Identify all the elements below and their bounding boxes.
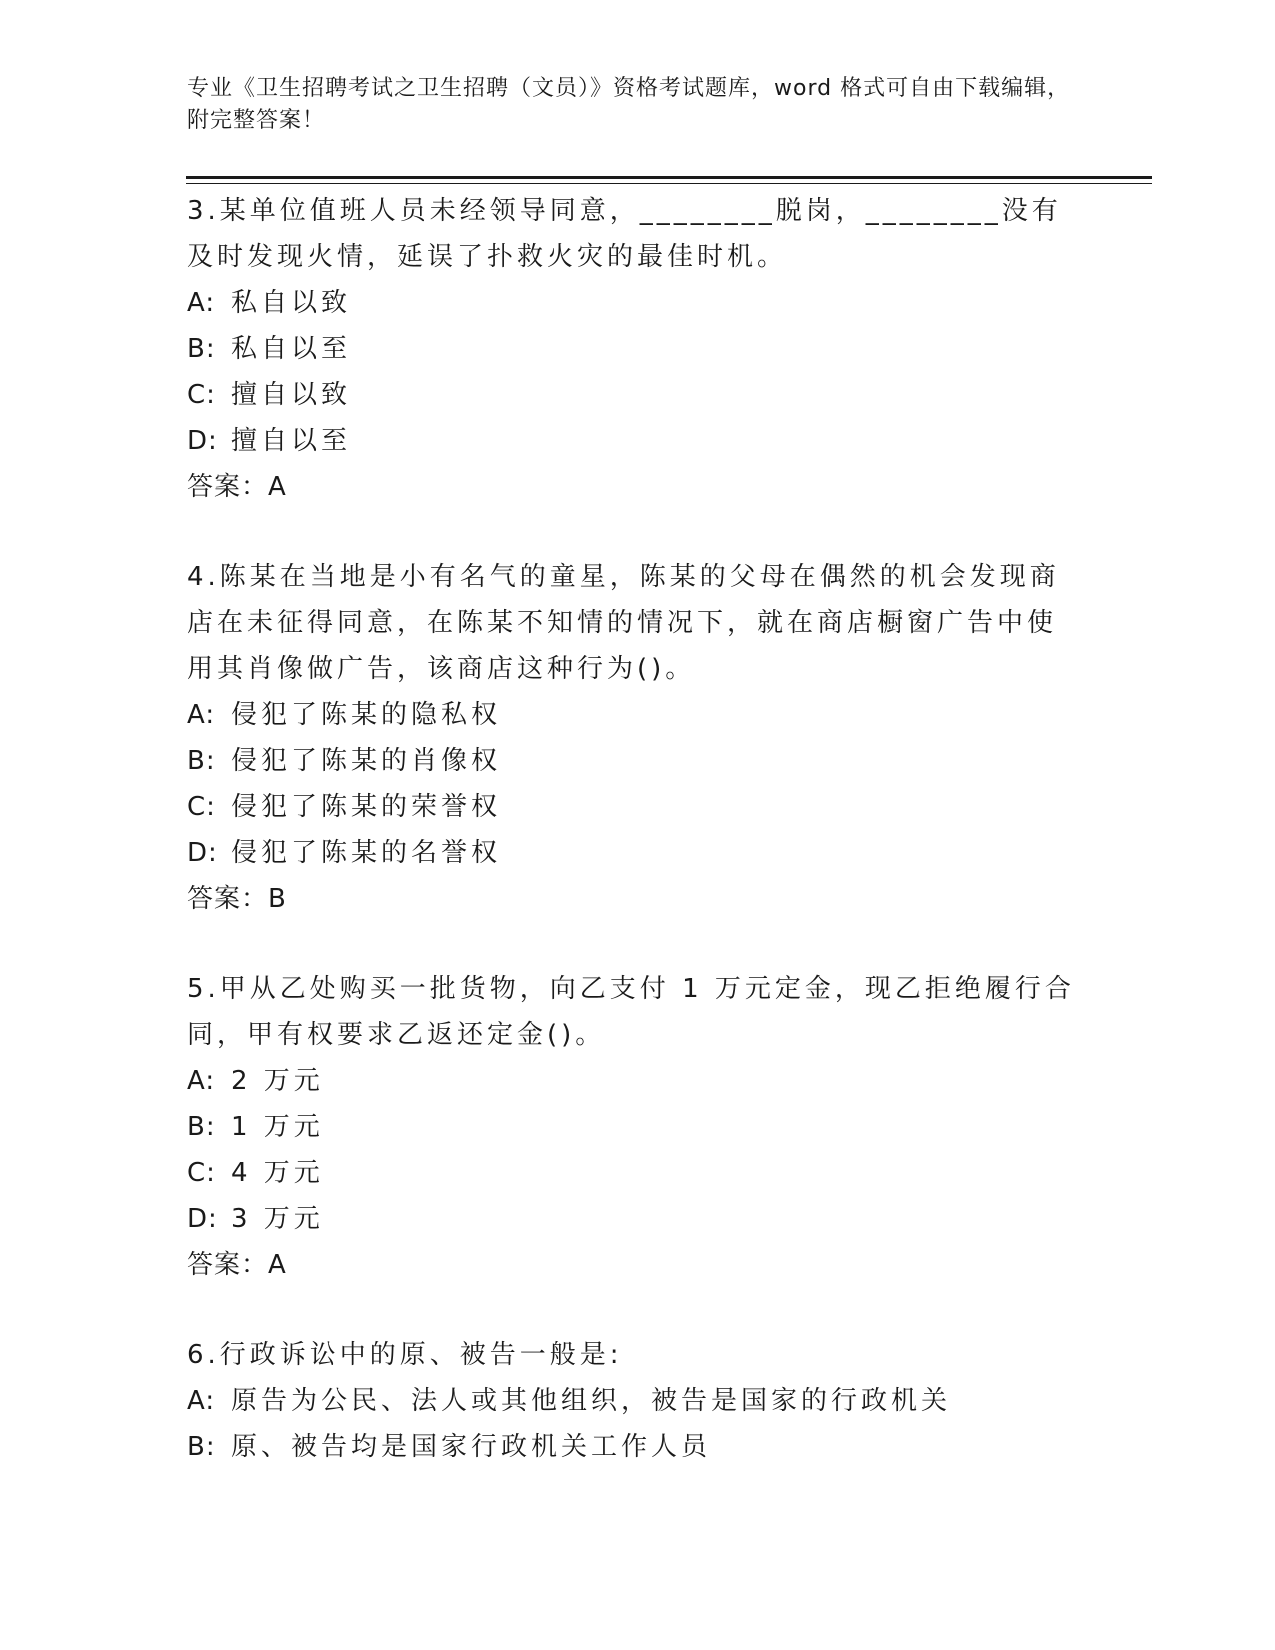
question-text: 6.行政诉讼中的原、被告一般是: [187,1340,623,1370]
document-header: 专业《卫生招聘考试之卫生招聘（文员）》资格考试题库，word 格式可自由下载编辑，附完整答案！ [187,76,1071,133]
question-6 [187,1332,1077,1470]
option-letter: D: [187,426,218,456]
option-text: 侵犯了陈某的荣誉权 [231,792,502,822]
option-text: 侵犯了陈某的隐私权 [231,700,502,730]
option-b [187,326,1077,372]
option-text: 原、被告均是国家行政机关工作人员 [231,1432,712,1462]
option-letter: B: [187,334,216,364]
option-text: 3 万元 [231,1204,324,1234]
question-text: 4.陈某在当地是小有名气的童星，陈某的父母在偶然的机会发现商店在未征得同意，在陈某不知情的情况下，就在商店橱窗广告中使用其肖像做广告，该商店这种行为()。 [187,562,1060,684]
option-text: 侵犯了陈某的名誉权 [231,838,502,868]
option-a [187,692,1077,738]
question-4 [187,554,1077,922]
question-3 [187,188,1077,510]
option-b [187,738,1077,784]
answer: 答案：A [187,1250,287,1280]
answer: 答案：B [187,884,287,914]
option-text: 私自以至 [231,334,352,364]
option-b [187,1104,1077,1150]
option-letter: D: [187,1204,218,1234]
header-rule-thin [186,183,1152,184]
option-text: 1 万元 [231,1112,324,1142]
option-text: 私自以致 [231,288,352,318]
option-letter: A: [187,1066,216,1096]
option-c [187,372,1077,418]
option-text: 擅自以至 [231,426,352,456]
option-d [187,418,1077,464]
option-letter: A: [187,1386,216,1416]
option-text: 擅自以致 [231,380,352,410]
option-letter: C: [187,1158,216,1188]
option-text: 侵犯了陈某的肖像权 [231,746,502,776]
option-text: 原告为公民、法人或其他组织，被告是国家的行政机关 [231,1386,952,1416]
header-rule-thick [186,176,1152,179]
option-d [187,1196,1077,1242]
question-text: 3.某单位值班人员未经领导同意，________脱岗，________没有及时发现火情，延误了扑救火灾的最佳时机。 [187,196,1062,272]
option-text: 4 万元 [231,1158,324,1188]
question-list [187,188,1077,1514]
option-text: 2 万元 [231,1066,324,1096]
option-letter: B: [187,746,216,776]
option-d [187,830,1077,876]
option-letter: A: [187,288,216,318]
option-letter: C: [187,380,216,410]
option-a [187,1378,1077,1424]
option-letter: B: [187,1112,216,1142]
option-a [187,280,1077,326]
option-c [187,784,1077,830]
option-c [187,1150,1077,1196]
option-b [187,1424,1077,1470]
option-letter: A: [187,700,216,730]
option-letter: B: [187,1432,216,1462]
option-letter: C: [187,792,216,822]
answer: 答案：A [187,472,287,502]
option-a [187,1058,1077,1104]
question-text: 5.甲从乙处购买一批货物，向乙支付 1 万元定金，现乙拒绝履行合同，甲有权要求乙返还定金()。 [187,974,1075,1050]
question-5 [187,966,1077,1288]
option-letter: D: [187,838,218,868]
